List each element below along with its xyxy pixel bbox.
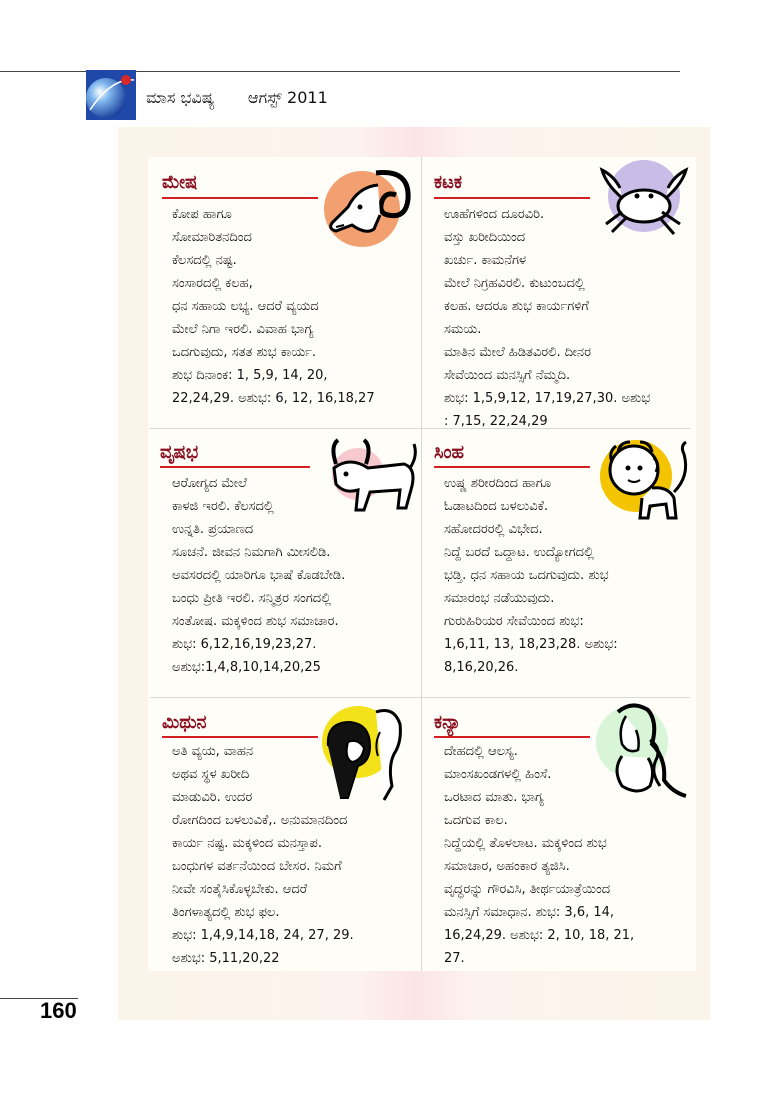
- text-line: ನೀವೇ ಸಂತೈಸಿಕೊಳ್ಳಬೇಕು. ಆದರೆ: [172, 882, 308, 897]
- sign-text-vrushabha: [172, 472, 345, 679]
- text-line: ಶುಭ: 1,5,9,12, 17,19,27,30. ಅಶುಭ: [444, 391, 651, 406]
- text-line: ಒರಟಾದ ಮಾತು. ಭಾಗ್ಯ: [444, 790, 544, 805]
- text-line: 22,24,29. ಅಶುಭ: 6, 12, 16,18,27: [172, 391, 375, 406]
- text-line: ಭಡ್ತಿ. ಧನ ಸಹಾಯ ಒದಗುವುದು. ಶುಭ: [444, 568, 609, 583]
- text-line: ಉನ್ನತಿ. ಪ್ರಯಾಣದ: [172, 522, 254, 537]
- text-line: ಖರ್ಚು. ಕಾಮನೆಗಳ: [444, 253, 527, 268]
- text-line: ಕೋಪ ಹಾಗೂ: [172, 207, 232, 222]
- title-underline: [434, 736, 590, 738]
- text-line: ಉಷ್ಣ ಶರೀರದಿಂದ ಹಾಗೂ: [444, 476, 552, 491]
- title-underline: [434, 197, 590, 199]
- text-line: ಅವಸರದಲ್ಲಿ ಯಾರಿಗೂ ಭಾಷೆ ಕೊಡಬೇಡಿ.: [172, 568, 346, 583]
- sign-text-kataka: [444, 203, 650, 433]
- sign-text-simha: [444, 472, 618, 679]
- text-line: : 7,15, 22,24,29: [444, 414, 548, 429]
- text-line: ಸಂಸಾರದಲ್ಲಿ ಕಲಹ,: [172, 276, 253, 291]
- text-line: ಶುಭ: 1,4,9,14,18, 24, 27, 29.: [172, 928, 354, 943]
- text-line: 27.: [444, 951, 465, 966]
- planet-logo-icon: [86, 70, 136, 120]
- text-line: ಸಮಾಚಾರ, ಅಹಂಕಾರ ತ್ಯಜಿಸಿ.: [444, 859, 570, 874]
- sign-title-mesha: ಮೇಷ: [162, 172, 198, 193]
- text-line: ಓಡಾಟದಿಂದ ಬಳಲುವಿಕೆ.: [444, 499, 549, 514]
- text-line: 8,16,20,26.: [444, 660, 519, 675]
- text-line: ಒದಗುವ ಕಾಲ.: [444, 813, 508, 828]
- text-line: ಕಲಹ. ಆದರೂ ಶುಭ ಕಾರ್ಯಗಳಿಗೆ: [444, 299, 589, 314]
- title-underline: [162, 197, 318, 199]
- sign-title-kanya: ಕನ್ಯಾ: [434, 712, 461, 733]
- magazine-section-title: ಮಾಸ ಭವಿಷ್ಯ: [146, 88, 215, 107]
- text-line: ನಿದ್ದೆಯಲ್ಲಿ ತೊಳಲಾಟ. ಮಕ್ಕಳಿಂದ ಶುಭ: [444, 836, 607, 851]
- text-line: ಊಹೆಗಳಿಂದ ದೂರವಿರಿ.: [444, 207, 545, 222]
- text-line: ಮಾತಿನ ಮೇಲೆ ಹಿಡಿತವಿರಲಿ. ದೀನರ: [444, 345, 591, 360]
- sign-title-simha: ಸಿಂಹ: [434, 442, 465, 463]
- text-line: ಮೇಲೆ ನಿಗ್ರಹವಿರಲಿ. ಕುಟುಂಬದಲ್ಲಿ: [444, 276, 585, 291]
- text-line: ಗುರುಹಿರಿಯರ ಸೇವೆಯಿಂದ ಶುಭ:: [444, 614, 584, 629]
- column-divider: [421, 157, 422, 971]
- text-line: ಕಾಳಜಿ ಇರಲಿ. ಕೆಲಸದಲ್ಲಿ: [172, 499, 274, 514]
- page-number: 160: [40, 998, 77, 1023]
- text-line: 1,6,11, 13, 18,23,28. ಅಶುಭ:: [444, 637, 618, 652]
- header-title: [146, 88, 356, 108]
- text-line: ಸೋಮಾರಿತನದಿಂದ: [172, 230, 252, 245]
- text-line: ಬಂಧುಗಳ ವರ್ತನೆಯಿಂದ ಬೇಸರ. ನಿಮಗೆ: [172, 859, 342, 874]
- text-line: ಮೇಲೆ ನಿಗಾ ಇರಲಿ. ವಿವಾಹ ಭಾಗ್ಯ: [172, 322, 314, 337]
- text-line: ಕೆಲಸದಲ್ಲಿ ನಷ್ಟ.: [172, 253, 237, 268]
- title-underline: [160, 466, 310, 468]
- row-divider: [150, 697, 690, 698]
- sign-title-mithuna: ಮಿಥುನ: [162, 712, 207, 733]
- text-line: ಅಶುಭ: 5,11,20,22: [172, 951, 280, 966]
- text-line: ಸಹೋದರರಲ್ಲಿ ವಿಭೇದ.: [444, 522, 543, 537]
- text-line: ಧನ ಸಹಾಯ ಲಭ್ಯ. ಆದರೆ ವ್ಯಯದ: [172, 299, 319, 314]
- text-line: ಕಾರ್ಯ ನಷ್ಟ. ಮಕ್ಕಳಿಂದ ಮನಸ್ತಾಪ.: [172, 836, 322, 851]
- text-line: ನಿದ್ದೆ ಬರದೆ ಒದ್ದಾಟ. ಉದ್ಯೋಗದಲ್ಲಿ: [444, 545, 594, 560]
- text-line: ಅಥವ ಸ್ಥಳ ಖರೀದಿ: [172, 767, 250, 782]
- sign-title-kataka: ಕಟಕ: [434, 172, 462, 193]
- text-line: ಸಂತೋಷ. ಮಕ್ಕಳಿಂದ ಶುಭ ಸಮಾಚಾರ.: [172, 614, 339, 629]
- text-line: ತಿಂಗಳಾತ್ಯದಲ್ಲಿ ಶುಭ ಫಲ.: [172, 905, 280, 920]
- sign-text-kanya: [444, 740, 634, 970]
- title-underline: [162, 736, 318, 738]
- text-line: ಅತಿ ವ್ಯಯ, ವಾಹನ: [172, 744, 254, 759]
- issue-date: ಆಗಸ್ಟ್ 2011: [247, 88, 328, 107]
- text-line: ಸಮಯ.: [444, 322, 482, 337]
- text-line: ಬಂಧು ಪ್ರೀತಿ ಇರಲಿ. ಸನ್ಮಿತ್ರರ ಸಂಗದಲ್ಲಿ: [172, 591, 332, 606]
- text-line: ಅಶುಭ:1,4,8,10,14,20,25: [172, 660, 321, 675]
- text-line: ವೃದ್ಧರನ್ನು ಗೌರವಿಸಿ, ತೀರ್ಥಯಾತ್ರೆಯಿಂದ: [444, 882, 611, 897]
- text-line: ಮಾಡುವಿರಿ. ಉದರ: [172, 790, 253, 805]
- text-line: ಸಮಾರಂಭ ನಡೆಯುವುದು.: [444, 591, 555, 606]
- text-line: ದೇಹದಲ್ಲಿ ಆಲಸ್ಯ.: [444, 744, 518, 759]
- text-line: ಒದಗುವುದು, ಸತತ ಶುಭ ಕಾರ್ಯ.: [172, 345, 317, 360]
- text-line: ಸೇವೆಯಿಂದ ಮನಸ್ಸಿಗೆ ನೆಮ್ಮದಿ.: [444, 368, 571, 383]
- text-line: ಶುಭ ದಿನಾಂಕ: 1, 5,9, 14, 20,: [172, 368, 328, 383]
- text-line: ಸೂಚನೆ. ಜೀವನ ನಿಮಗಾಗಿ ಮೀಸಲಿಡಿ.: [172, 545, 331, 560]
- text-line: ಮನಸ್ಸಿಗೆ ಸಮಾಧಾನ. ಶುಭ: 3,6, 14,: [444, 905, 615, 920]
- text-line: 16,24,29. ಅಶುಭ: 2, 10, 18, 21,: [444, 928, 635, 943]
- title-underline: [434, 466, 590, 468]
- sign-title-vrushabha: ವೃಷಭ: [160, 442, 199, 463]
- text-line: ರೋಗದಿಂದ ಬಳಲುವಿಕೆ,. ಅನುಮಾನದಿಂದ: [172, 813, 348, 828]
- text-line: ಆರೋಗ್ಯದ ಮೇಲೆ: [172, 476, 247, 491]
- sign-text-mithuna: [172, 740, 354, 970]
- text-line: ಮಾಂಸಖಂಡಗಳಲ್ಲಿ ಹಿಂಸೆ.: [444, 767, 552, 782]
- text-line: ಶುಭ: 6,12,16,19,23,27.: [172, 637, 317, 652]
- text-line: ವಸ್ತು ಖರೀದಿಯಿಂದ: [444, 230, 526, 245]
- sign-text-mesha: [172, 203, 375, 410]
